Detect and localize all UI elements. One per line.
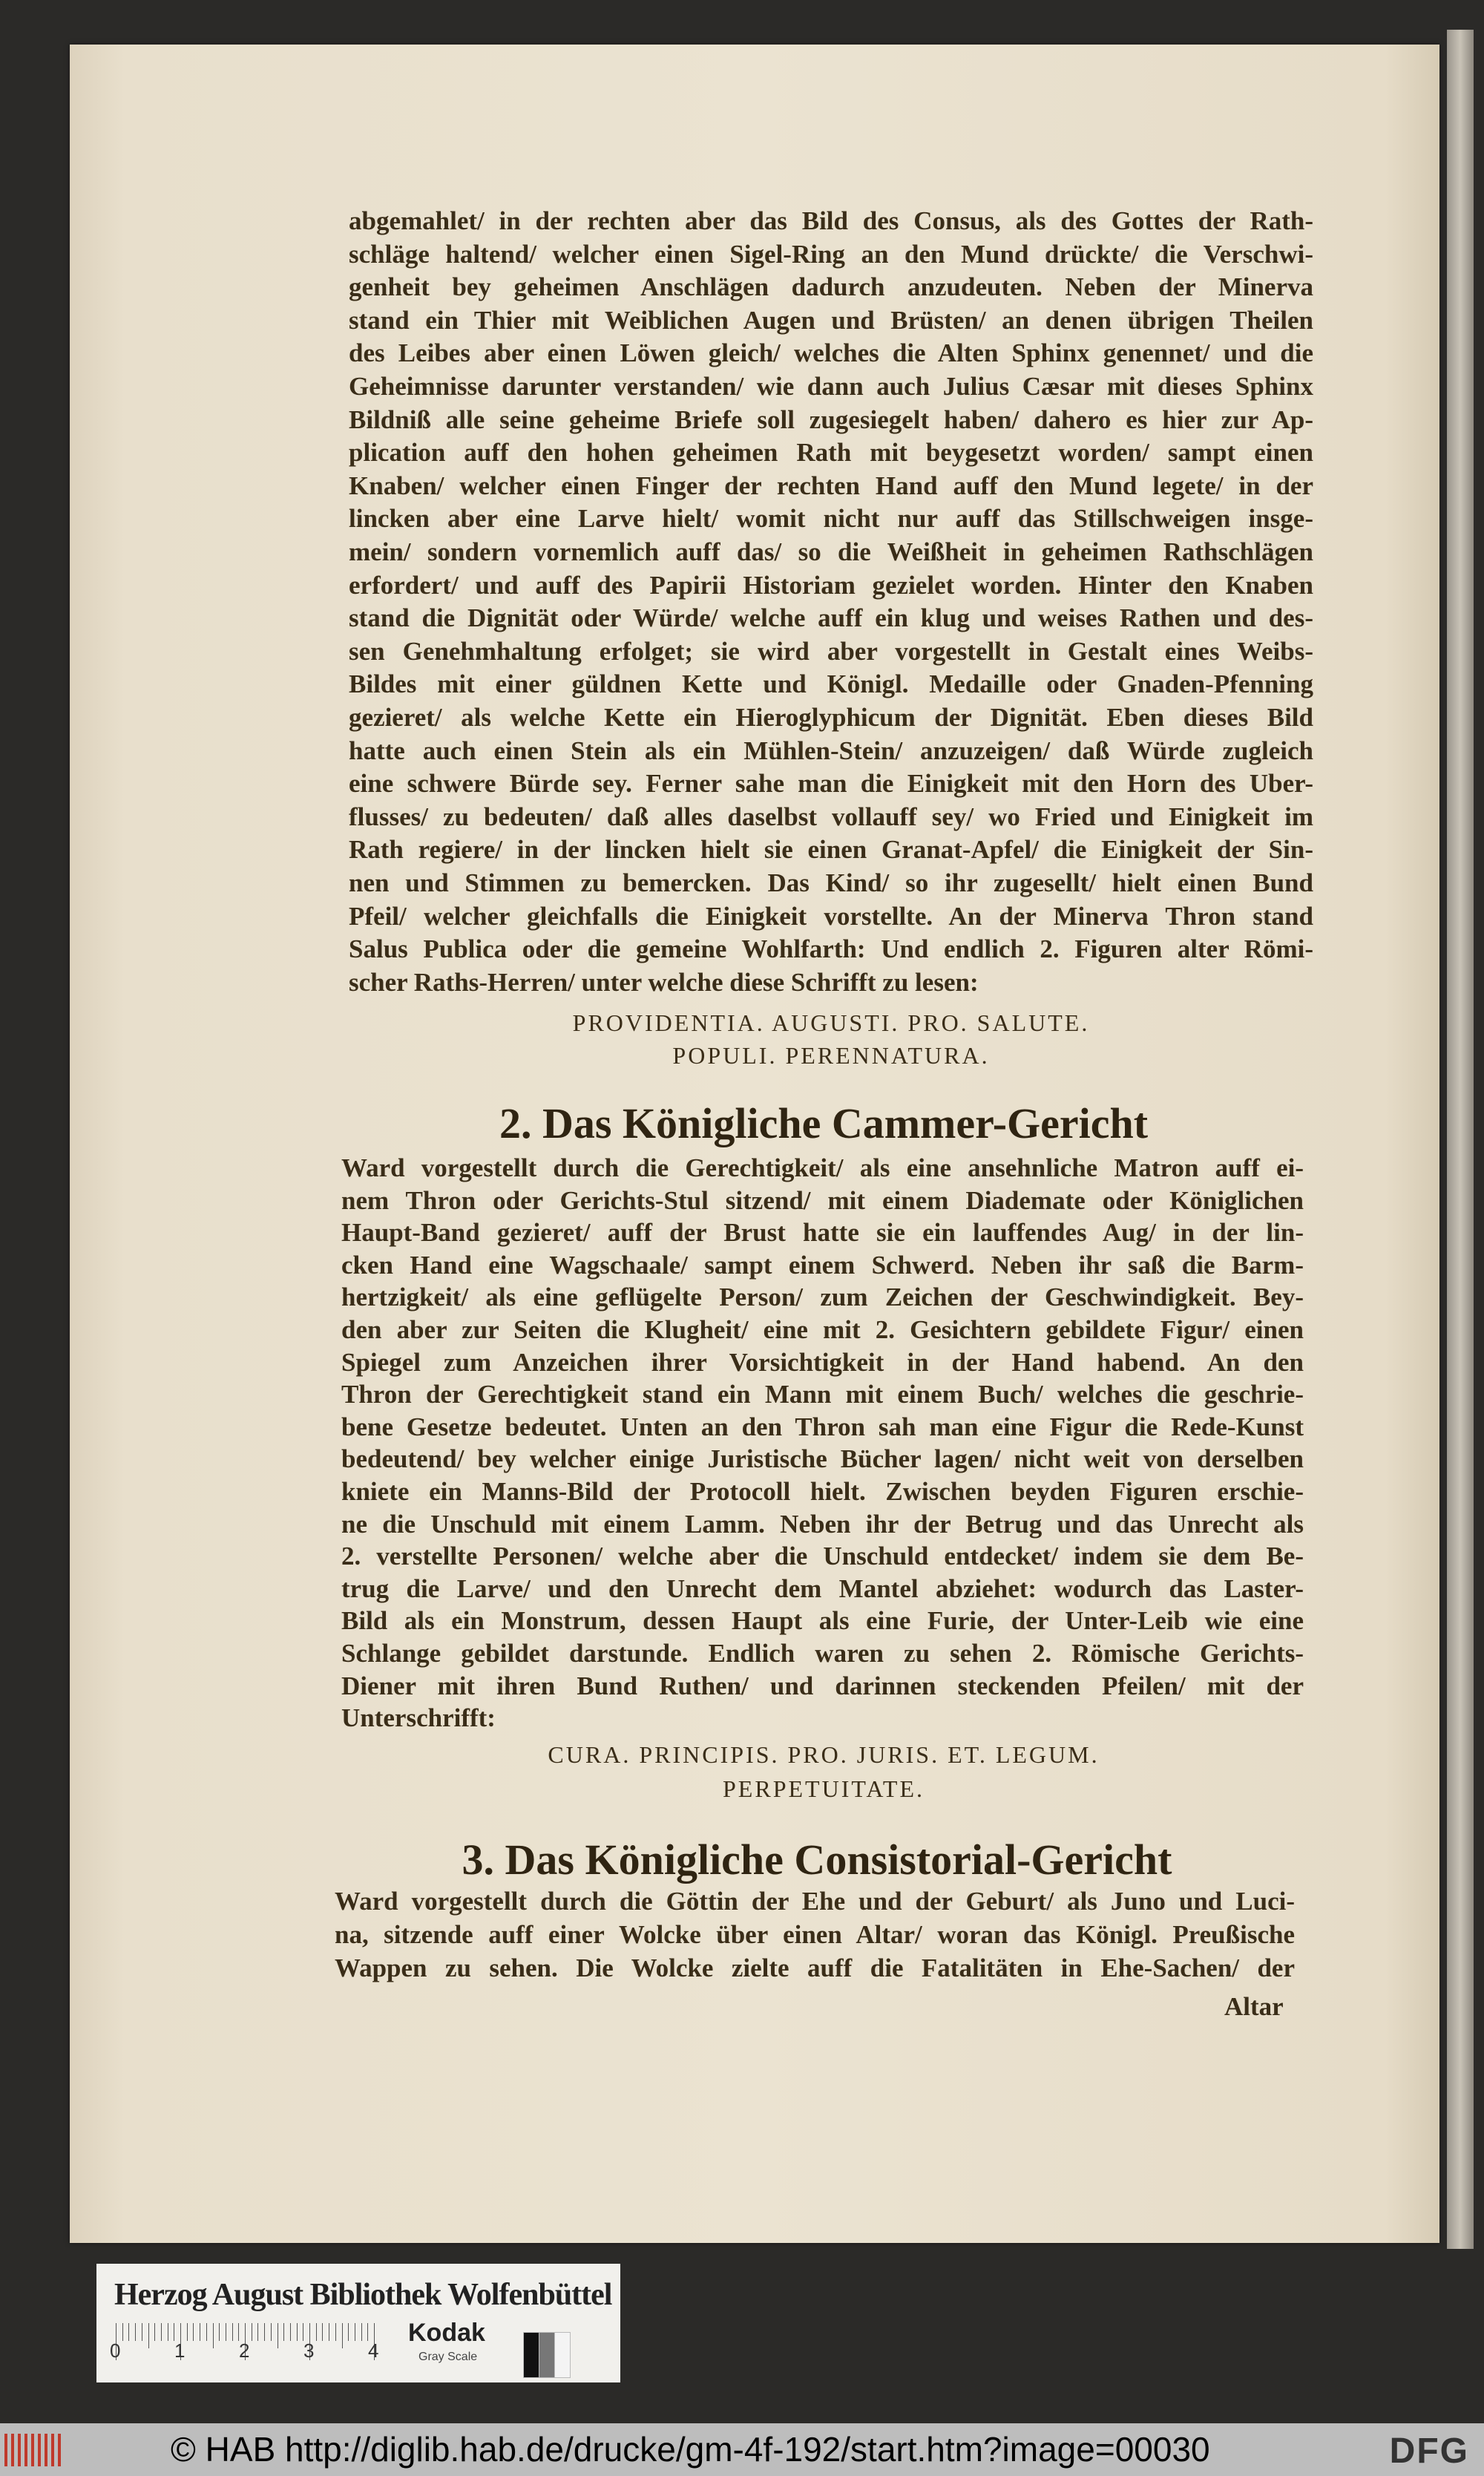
library-color-label [96, 2264, 620, 2382]
text-line: gezieret/ als welche Kette ein Hieroglyphicum der Dignität. Eben dieses Bild [349, 703, 1313, 732]
ruler-tick [348, 2323, 349, 2341]
text-line: hatte auch einen Stein als ein Mühlen-Stein/ anzuzeigen/ daß Würde zugleich [349, 736, 1313, 765]
text-line: bene Gesetze bedeutet. Unten an den Thron sah man eine Figur die Rede-Kunst [341, 1412, 1304, 1441]
ruler-tick [219, 2323, 220, 2341]
ruler-tick [271, 2323, 272, 2341]
kodak-brand: Kodak [408, 2319, 485, 2347]
text-line: abgemahlet/ in der rechten aber das Bild des Consus, als des Gottes der Rath- [349, 206, 1313, 235]
ruler-tick [206, 2323, 207, 2341]
text-line: Bildes mit einer güldnen Kette und Königl. Medaille oder Gnaden-Pfenning [349, 669, 1313, 699]
ruler-number: 4 [368, 2339, 379, 2362]
gray-scale-caption: Gray Scale [418, 2351, 478, 2363]
text-line: Schlange gebildet darstunde. Endlich waren zu sehen 2. Römische Gerichts- [341, 1639, 1304, 1668]
ruler-tick [187, 2323, 188, 2341]
text-line: Bild als ein Monstrum, dessen Haupt als eine Furie, der Unter-Leib wie eine [341, 1606, 1304, 1636]
ruler-tick [297, 2323, 298, 2341]
text-line: Geheimnisse darunter verstanden/ wie dann auch Julius Cæsar mit dieses Sphinx [349, 372, 1313, 401]
text-line: mein/ sondern vornemlich auff das/ so die Weißheit in geheimen Rathschlägen [349, 537, 1313, 566]
text-line: flusses/ zu bedeuten/ daß alles daselbst vollauff sey/ wo Fried und Einigkeit im [349, 802, 1313, 831]
text-line: stand die Dignität oder Würde/ welche auff ein klug und weises Rathen und des- [349, 603, 1313, 633]
text-line: Wappen zu sehen. Die Wolcke zielte auff die Fatalitäten in Ehe-Sachen/ der [335, 1953, 1295, 1982]
ruler-tick [257, 2323, 258, 2341]
ruler-tick [342, 2323, 343, 2348]
ruler-tick [122, 2323, 123, 2341]
text-line: schläge haltend/ welcher einen Sigel-Ring an den Mund drückte/ die Verschwi- [349, 239, 1313, 269]
ruler-number: 0 [110, 2339, 121, 2362]
text-line: Diener mit ihren Bund Ruthen/ und darinnen steckenden Pfeilen/ mit der [341, 1671, 1304, 1700]
text-line: plication auff den hohen geheimen Rath mit beygesetzt worden/ sampt einen [349, 438, 1313, 468]
ruler-tick [283, 2323, 284, 2341]
text-line: eine schwere Bürde sey. Ferner sahe man die Einigkeit mit den Horn des Uber- [349, 769, 1313, 799]
section-heading: 2. Das Königliche Cammer-Gericht [499, 1099, 1149, 1147]
dfg-logo: DFG [1389, 2431, 1469, 2471]
text-line: nem Thron oder Gerichts-Stul sitzend/ mit einem Diademate oder Königlichen [341, 1185, 1304, 1215]
text-line: Spiegel zum Anzeichen ihrer Vorsichtigkeit in der Hand habend. An den [341, 1347, 1304, 1377]
gray-swatch [523, 2332, 539, 2378]
text-line: nen und Stimmen zu bemercken. Das Kind/ so ihr zugesellt/ hielt einen Bund [349, 868, 1313, 897]
footer-bar [0, 2423, 1484, 2476]
motto-line: PROVIDENTIA. AUGUSTI. PRO. SALUTE. [572, 1009, 1090, 1036]
ruler-number: 1 [174, 2339, 186, 2362]
text-line: scher Raths-Herren/ unter welche diese Schrifft zu lesen: [349, 967, 979, 997]
text-line: Bildniß alle seine geheime Briefe soll zugesiegelt haben/ dahero es hier zur Ap- [349, 405, 1313, 434]
motto-line: CURA. PRINCIPIS. PRO. JURIS. ET. LEGUM. [548, 1741, 1100, 1768]
text-line: bedeutend/ bey welcher einige Juristische Bücher lagen/ nicht weit von derselben [341, 1444, 1304, 1474]
ruler-tick [154, 2323, 155, 2341]
text-line: Unterschrifft: [341, 1703, 496, 1733]
gray-swatch [554, 2332, 571, 2378]
library-name: Herzog August Bibliothek Wolfenbüttel [114, 2278, 612, 2312]
section-heading: 3. Das Königliche Consistorial-Gericht [462, 1835, 1172, 1884]
ruler-number: 3 [303, 2339, 315, 2362]
ruler-tick [232, 2323, 233, 2341]
ruler-tick [193, 2323, 194, 2341]
text-line: hertzigkeit/ als eine geflügelte Person/ zum Zeichen der Geschwindigkeit. Bey- [341, 1283, 1304, 1312]
ruler-tick [148, 2323, 149, 2348]
text-line: ne die Unschuld mit einem Lamm. Neben ihr der Betrug und das Unrecht als [341, 1509, 1304, 1539]
text-line: Thron der Gerechtigkeit stand ein Mann mit einem Buch/ welches die geschrie- [341, 1380, 1304, 1409]
text-line: lincken aber eine Larve hielt/ womit nicht nur auff das Stillschweigen insge- [349, 504, 1313, 534]
text-line: 2. verstellte Personen/ welche aber die Unschuld entdecket/ indem sie dem Be- [341, 1542, 1304, 1571]
ruler-number: 2 [239, 2339, 250, 2362]
text-line: sen Genehmhaltung erfolget; sie wird aber vorgestellt in Gestalt eines Weibs- [349, 636, 1313, 666]
ruler-tick [128, 2323, 129, 2341]
text-line: genheit bey geheimen Anschlägen dadurch anzudeuten. Neben der Minerva [349, 272, 1313, 302]
copyright-url[interactable]: © HAB http://diglib.hab.de/drucke/gm-4f-192/start.htm?image=00030 [171, 2430, 1210, 2469]
text-line: Salus Publica oder die gemeine Wohlfarth: Und endlich 2. Figuren alter Römi- [349, 934, 1313, 964]
ruler-tick [135, 2323, 136, 2341]
text-line: erfordert/ und auff des Papirii Historiam gezielet worden. Hinter den Knaben [349, 570, 1313, 600]
ruler-tick [213, 2323, 214, 2348]
hab-logo-icon [4, 2434, 62, 2466]
text-line: trug die Larve/ und den Unrecht dem Mantel abziehet: wodurch das Laster- [341, 1573, 1304, 1603]
ruler-tick [161, 2323, 162, 2341]
gray-swatch [539, 2332, 555, 2378]
text-line: cken Hand eine Wagschaale/ sampt einem Schwerd. Neben ihr saß die Barm- [341, 1250, 1304, 1280]
text-line: Pfeil/ welcher gleichfalls die Einigkeit vorstellte. An der Minerva Thron stand [349, 901, 1313, 931]
text-line: Haupt-Band gezieret/ auff der Brust hatte sie ein lauffendes Aug/ in der lin- [341, 1218, 1304, 1248]
ruler-tick [238, 2323, 239, 2341]
ruler-tick [264, 2323, 265, 2341]
ruler-tick [367, 2323, 368, 2341]
ruler-tick [316, 2323, 317, 2341]
ruler-tick [361, 2323, 362, 2341]
text-line: Knaben/ welcher einen Finger der rechten Hand auff den Mund legete/ in der [349, 471, 1313, 500]
text-line: des Leibes aber einen Löwen gleich/ welches die Alten Sphinx genennet/ und die [349, 338, 1313, 368]
next-page-edge [1447, 30, 1474, 2249]
ruler-tick [290, 2323, 291, 2341]
ruler-tick [335, 2323, 336, 2341]
text-line: kniete ein Manns-Bild der Protocoll hielt. Zwischen beyden Figuren erschie- [341, 1477, 1304, 1506]
text-line: Ward vorgestellt durch die Gerechtigkeit/ als eine ansehnliche Matron auff ei- [341, 1153, 1304, 1182]
text-line: Ward vorgestellt durch die Göttin der Ehe und der Geburt/ als Juno und Luci- [335, 1887, 1295, 1916]
motto-line: PERPETUITATE. [723, 1775, 925, 1802]
text-line: na, sitzende auff einer Wolcke über einen Altar/ woran das Königl. Preußische [335, 1920, 1295, 1949]
text-line: stand ein Thier mit Weiblichen Augen und Brüsten/ an denen übrigen Theilen [349, 305, 1313, 335]
motto-line: POPULI. PERENNATURA. [672, 1042, 990, 1069]
ruler-tick [322, 2323, 323, 2341]
text-line: den aber zur Seiten die Klugheit/ eine mit 2. Gesichtern gebildete Figur/ einen [341, 1315, 1304, 1344]
text-line: Rath regiere/ in der lincken hielt sie einen Granat-Apfel/ die Einigkeit der Sin- [349, 835, 1313, 865]
catchword: Altar [1224, 1992, 1284, 2021]
